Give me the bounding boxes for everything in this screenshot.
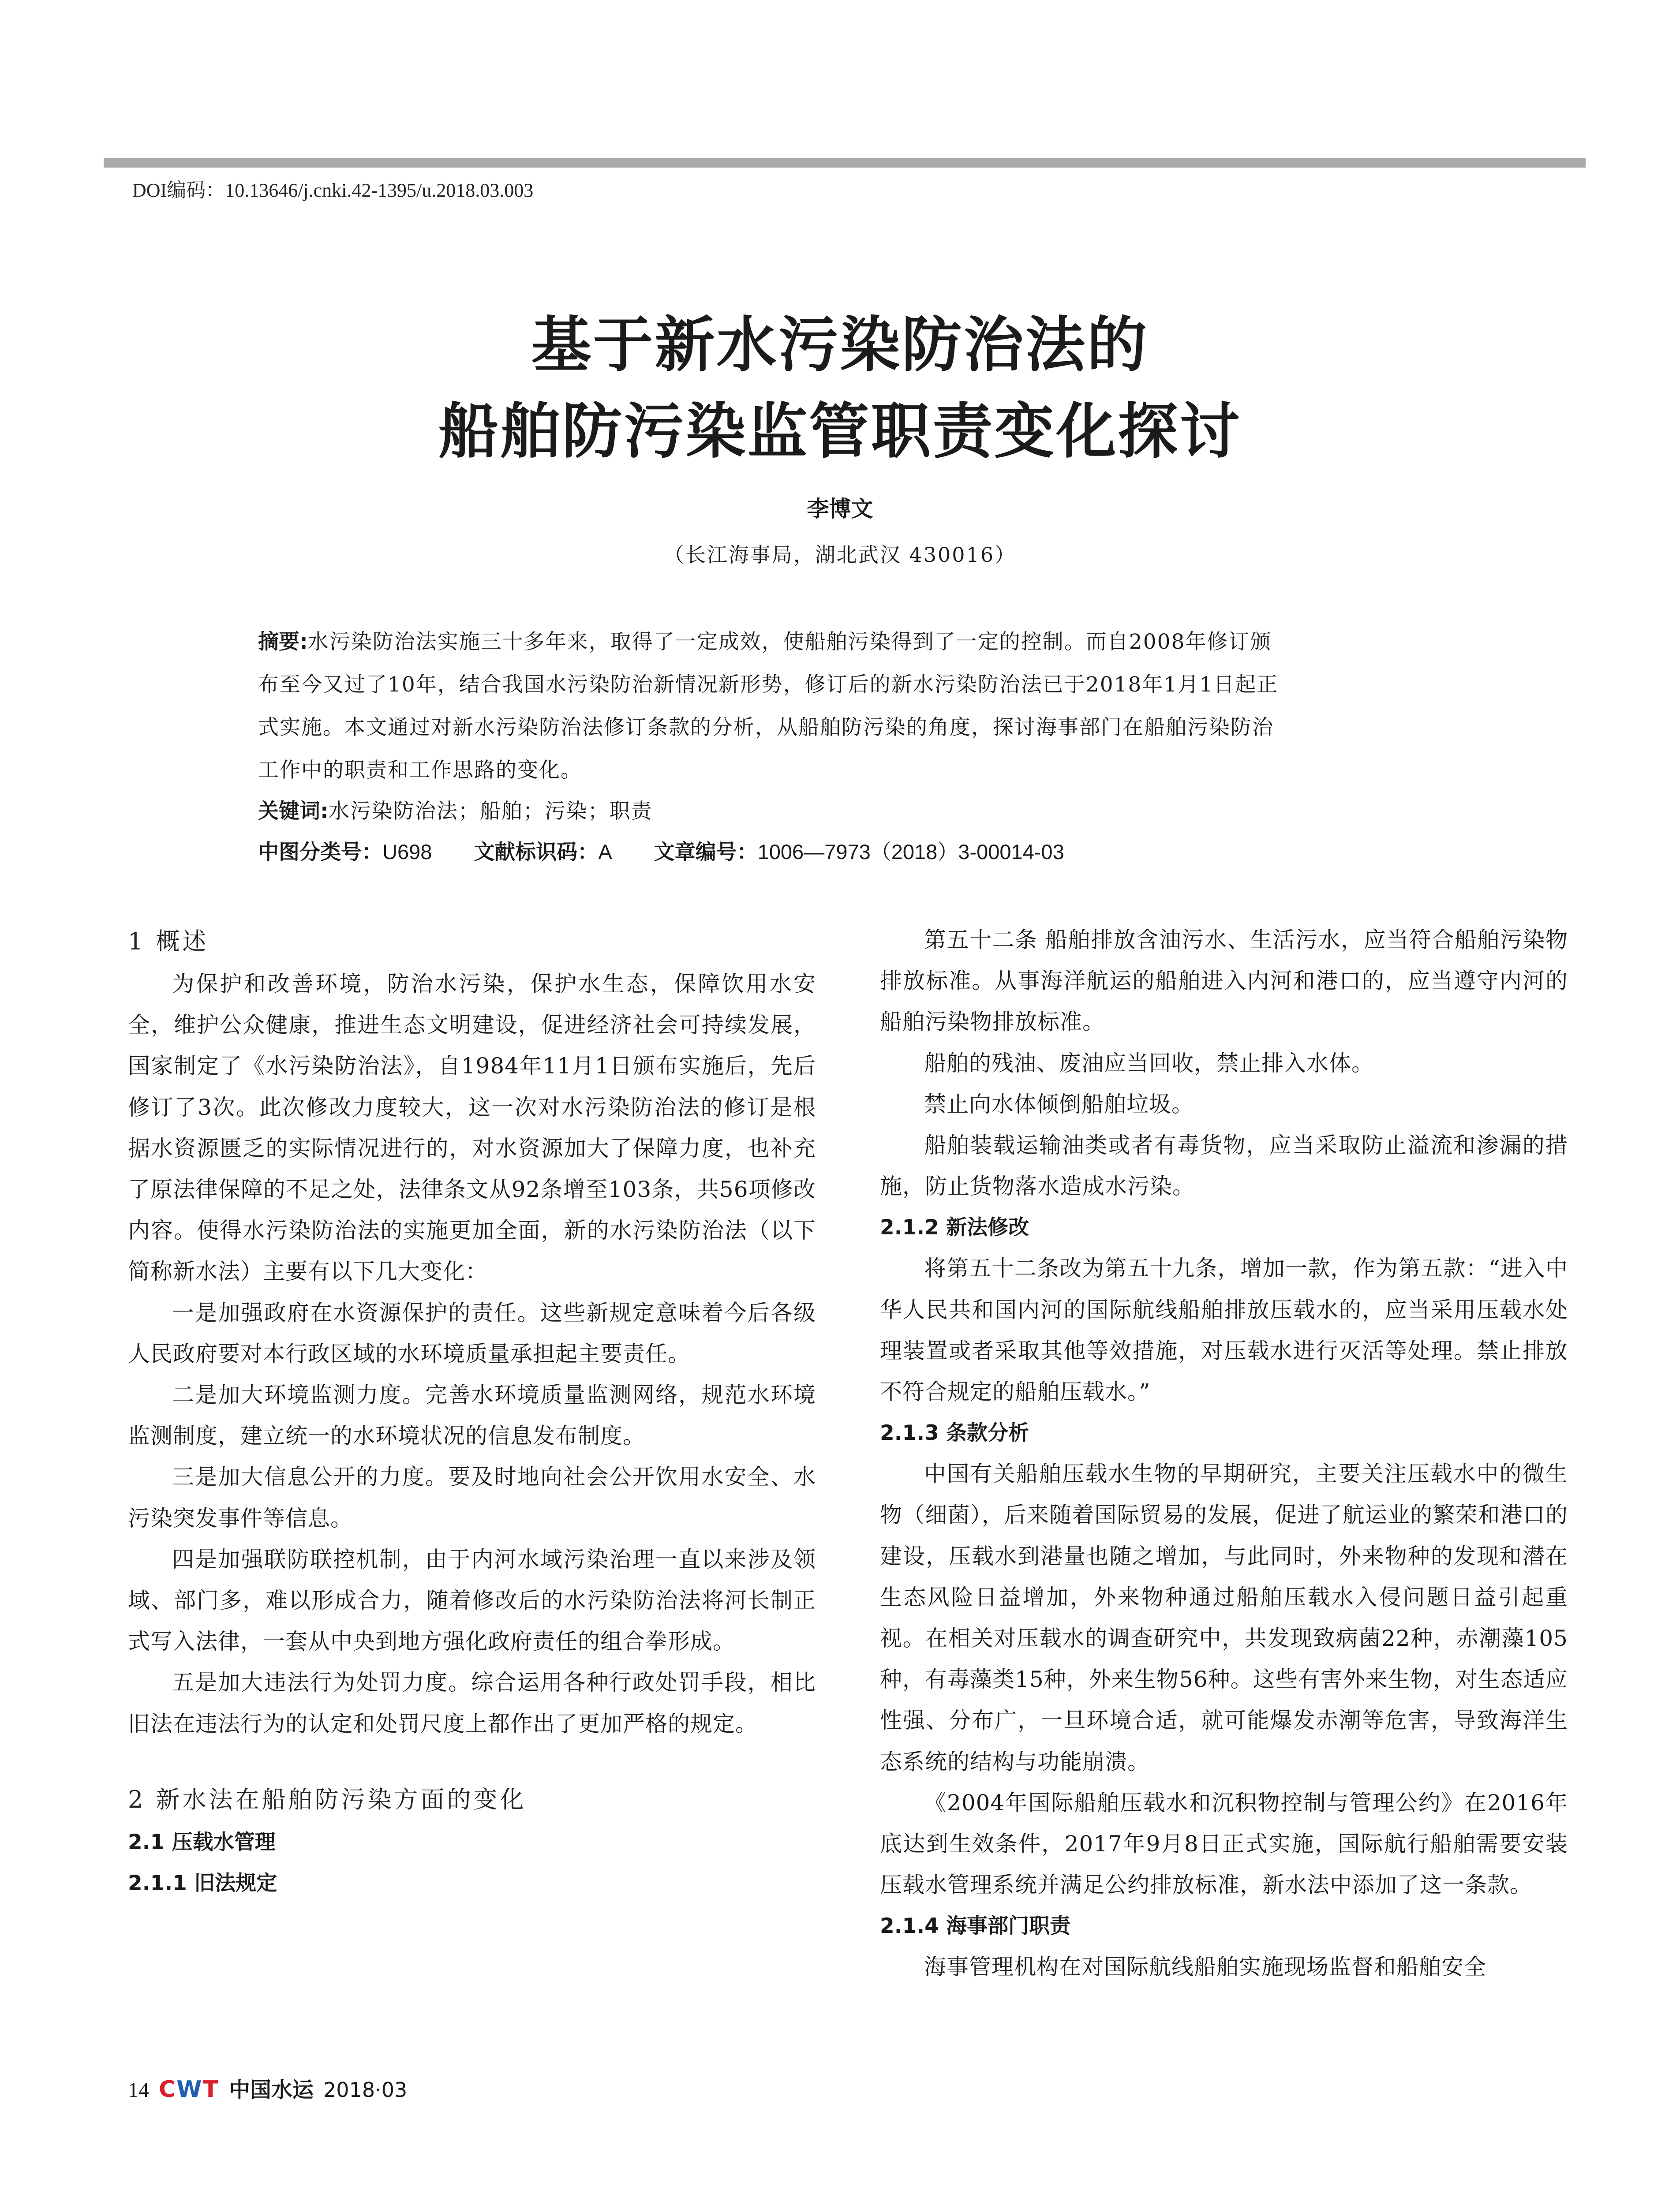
keywords-label: 关键词: xyxy=(258,799,329,823)
classification-line xyxy=(258,836,1100,865)
keywords-line xyxy=(258,795,1444,824)
section-2-heading: 2 新水法在船舶防污染方面的变化 xyxy=(128,1785,527,1813)
articleno-value: 1006—7973（2018）3-00014-03 xyxy=(757,840,1064,863)
subsection-2-1-4-heading: 2.1.4 海事部门职责 xyxy=(880,1914,1071,1939)
keywords-text: 水污染防治法；船舶；污染；职责 xyxy=(328,799,653,823)
paragraph: 三是加大信息公开的力度。要及时地向社会公开饮用水安全、水污染突发事件等信息。 xyxy=(128,1464,816,1531)
title-line-1: 基于新水污染防治法的 xyxy=(531,310,1149,380)
subsection-2-1-3-heading: 2.1.3 条款分析 xyxy=(880,1421,1029,1446)
author: 李博文 xyxy=(807,496,873,522)
left-column xyxy=(128,919,816,1904)
paragraph: 船舶装载运输油类或者有毒货物，应当采取防止溢流和渗漏的措施，防止货物落水造成水污染。 xyxy=(880,1132,1568,1200)
subsection-2-1-1-heading: 2.1.1 旧法规定 xyxy=(128,1871,277,1895)
paragraph: 四是加强联防联控机制，由于内河水域污染治理一直以来涉及领域、部门多，难以形成合力，随着修改后的水污染防治法将河长制正式写入法律，一套从中央到地方强化政府责任的组合拳形成。 xyxy=(128,1546,816,1655)
subsection-2-1-2-heading: 2.1.2 新法修改 xyxy=(880,1215,1029,1240)
affiliation: （长江海事局，湖北武汉 430016） xyxy=(663,543,1017,567)
journal-logo: CWT xyxy=(159,2076,220,2103)
paragraph: 第五十二条 船舶排放含油污水、生活污水，应当符合船舶污染物排放标准。从事海洋航运的船舶进入内河和港口的，应当遵守内河的船舶污染物排放标准。 xyxy=(880,927,1568,1035)
paragraph: 五是加大违法行为处罚力度。综合运用各种行政处罚手段，相比旧法在违法行为的认定和处罚尺度上都作出了更加严格的规定。 xyxy=(128,1670,816,1737)
abstract-line-3: 式实施。本文通过对新水污染防治法修订条款的分析，从船舶防污染的角度，探讨海事部门在船舶污染防治 xyxy=(258,715,1274,740)
abstract-label: 摘要: xyxy=(258,630,308,654)
subsection-2-1-heading: 2.1 压载水管理 xyxy=(128,1830,276,1854)
paragraph: 二是加大环境监测力度。完善水环境质量监测网络，规范水环境监测制度，建立统一的水环境状况的信息发布制度。 xyxy=(128,1382,816,1449)
doccode-value: A xyxy=(598,840,612,863)
section-1-heading: 1 概述 xyxy=(128,927,209,955)
paragraph: 禁止向水体倾倒船舶垃圾。 xyxy=(924,1091,1194,1117)
abstract-line-4: 工作中的职责和工作思路的变化。 xyxy=(258,758,582,782)
articleno-label: 文章编号： xyxy=(654,840,758,864)
paragraph: 中国有关船舶压载水生物的早期研究，主要关注压载水中的微生物（细菌），后来随着国际贸易的发展，促进了航运业的繁荣和港口的建设，压载水到港量也随之增加，与此同时，外来物种的发现和潜在生态风险日益增加，外来物种通过船舶压载水入侵问题日益引起重视。在相关对压载水的调查研究中，共发现致病菌22种，赤潮藻105种，有毒藻类15种，外来生物56种。这些有害外来生物，对生态适应性强、分布广，一旦环境合适，就可能爆发赤潮等危害，导致海洋生态系统的结构与功能崩溃。 xyxy=(880,1461,1568,1775)
issue-number: 2018·03 xyxy=(323,2078,408,2102)
abstract-text: 水污染防治法实施三十多年来，取得了一定成效，使船舶污染得到了一定的控制。而自2008年修订颁 xyxy=(307,630,1272,654)
right-column xyxy=(880,919,1568,1988)
page-number: 14 xyxy=(128,2078,149,2102)
abstract-line-2: 布至今又过了10年，结合我国水污染防治新情况新形势，修订后的新水污染防治法已于2018年1月1日起正 xyxy=(258,673,1279,697)
journal-name: 中国水运 xyxy=(229,2078,314,2102)
paragraph: 《2004年国际船舶压载水和沉积物控制与管理公约》在2016年底达到生效条件，2017年9月8日正式实施，国际航行船舶需要安装压载水管理系统并满足公约排放标准，新水法中添加了这一条款。 xyxy=(880,1790,1568,1898)
class-label: 中图分类号： xyxy=(258,840,382,864)
page-footer xyxy=(128,2073,407,2103)
title-line-2: 船舶防污染监管职责变化探讨 xyxy=(438,396,1242,467)
doccode-label: 文献标识码： xyxy=(474,840,599,864)
doi-line: DOI编码：10.13646/j.cnki.42-1395/u.2018.03.003 xyxy=(132,179,534,201)
paragraph: 船舶的残油、废油应当回收，禁止排入水体。 xyxy=(924,1050,1374,1076)
paragraph: 海事管理机构在对国际航线船舶实施现场监督和船舶安全 xyxy=(924,1954,1486,1980)
header-rule xyxy=(104,158,1586,168)
paragraph: 为保护和改善环境，防治水污染，保护水生态，保障饮用水安全，维护公众健康，推进生态文明建设，促进经济社会可持续发展，国家制定了《水污染防治法》，自1984年11月1日颁布实施后，先后修订了3次。此次修改力度较大，这一次对水污染防治法的修订是根据水资源匮乏的实际情况进行的，对水资源加大了保障力度，也补充了原法律保障的不足之处，法律条文从92条增至103条，共56项修改内容。使得水污染防治法的实施更加全面，新的水污染防治法（以下简称新水法）主要有以下几大变化： xyxy=(128,971,816,1285)
abstract-line-1 xyxy=(258,625,1444,655)
class-value: U698 xyxy=(382,840,432,863)
paragraph: 一是加强政府在水资源保护的责任。这些新规定意味着今后各级人民政府要对本行政区域的水环境质量承担起主要责任。 xyxy=(128,1300,816,1367)
paragraph: 将第五十二条改为第五十九条，增加一款，作为第五款：“进入中华人民共和国内河的国际航线船舶排放压载水的，应当采用压载水处理装置或者采取其他等效措施，对压载水进行灭活等处理。禁止排放不符合规定的船舶压载水。” xyxy=(880,1256,1568,1405)
